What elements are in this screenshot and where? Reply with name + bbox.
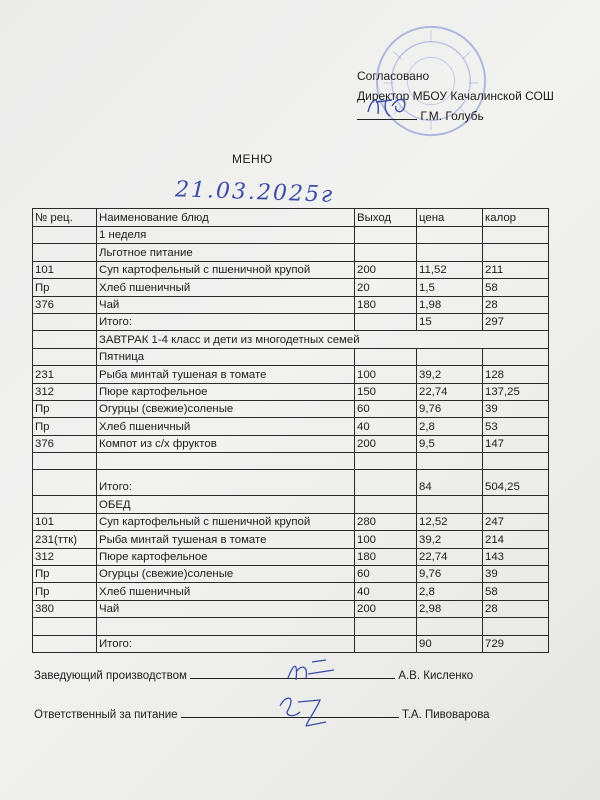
- responsible-name: Т.А. Пивоварова: [401, 709, 490, 721]
- cell-calories: [483, 496, 549, 513]
- cell-calories: 214: [483, 531, 549, 548]
- cell-output: 60: [355, 566, 417, 583]
- cell-calories: 297: [483, 313, 549, 330]
- cell-output: 40: [355, 418, 417, 435]
- cell-calories: 58: [483, 583, 549, 600]
- cell-dish-name: Компот из с/х фруктов: [97, 435, 355, 452]
- cell-price: 2,8: [417, 583, 483, 600]
- cell-price: [417, 618, 483, 635]
- table-row: [33, 470, 549, 496]
- cell-dish-name: Суп картофельный с пшеничной крупой: [97, 513, 355, 530]
- cell-calories: 147: [483, 435, 549, 452]
- table-row: [33, 531, 549, 548]
- cell-rec: Пр: [33, 583, 97, 600]
- manager-signature-row: [34, 667, 473, 682]
- responsible-signature-row: [34, 706, 490, 721]
- cell-dish-name: Пюре картофельное: [97, 383, 355, 400]
- cell-dish-name: Хлеб пшеничный: [97, 583, 355, 600]
- table-row: [33, 418, 549, 435]
- cell-rec: 101: [33, 261, 97, 278]
- cell-rec: [33, 618, 97, 635]
- cell-calories: 211: [483, 261, 549, 278]
- cell-price: [417, 496, 483, 513]
- responsible-signature: [270, 692, 336, 730]
- cell-calories: 143: [483, 548, 549, 565]
- manager-name: А.В. Кисленко: [398, 670, 474, 682]
- director-signature: [362, 92, 420, 120]
- table-row: [33, 453, 549, 470]
- cell-price: 84: [417, 470, 483, 496]
- cell-rec: 312: [33, 383, 97, 400]
- cell-output: [355, 618, 417, 635]
- cell-dish-name: Хлеб пшеничный: [97, 279, 355, 296]
- director-name: Г.М. Голубь: [420, 109, 484, 123]
- col-header-calories: калор: [483, 209, 549, 227]
- cell-rec: [33, 348, 97, 365]
- cell-rec: 101: [33, 513, 97, 530]
- cell-dish-name: Рыба минтай тушеная в томате: [97, 366, 355, 383]
- cell-calories: [483, 244, 549, 261]
- cell-output: [355, 453, 417, 470]
- cell-price: [417, 227, 483, 244]
- table-row: [33, 566, 549, 583]
- table-row: [33, 383, 549, 400]
- cell-rec: 376: [33, 296, 97, 313]
- cell-output: 100: [355, 531, 417, 548]
- cell-dish-name: Рыба минтай тушеная в томате: [97, 531, 355, 548]
- cell-calories: 28: [483, 600, 549, 617]
- cell-calories: 39: [483, 566, 549, 583]
- cell-rec: [33, 470, 97, 496]
- cell-price: 9,76: [417, 566, 483, 583]
- cell-rec: 376: [33, 435, 97, 452]
- cell-price: [417, 453, 483, 470]
- table-row: [33, 244, 549, 261]
- table-row: [33, 261, 549, 278]
- cell-dish-name: Итого:: [97, 313, 355, 330]
- table-row: [33, 331, 549, 348]
- cell-price: [417, 244, 483, 261]
- table-row: [33, 548, 549, 565]
- table-row: [33, 227, 549, 244]
- cell-price: 1,5: [417, 279, 483, 296]
- cell-price: 11,52: [417, 261, 483, 278]
- cell-rec: [33, 227, 97, 244]
- manager-signature: [282, 656, 342, 686]
- cell-output: 180: [355, 296, 417, 313]
- table-row: [33, 618, 549, 635]
- cell-output: 200: [355, 261, 417, 278]
- cell-price: 22,74: [417, 548, 483, 565]
- approval-director: Директор МБОУ Качалинской СОШ: [357, 89, 554, 103]
- menu-table: [32, 208, 549, 653]
- cell-output: 60: [355, 400, 417, 417]
- cell-calories: [483, 618, 549, 635]
- table-row: [33, 435, 549, 452]
- cell-price: 22,74: [417, 383, 483, 400]
- cell-rec: 312: [33, 548, 97, 565]
- cell-section-title: ЗАВТРАК 1-4 класс и дети из многодетных семей: [97, 331, 549, 348]
- cell-dish-name: ОБЕД: [97, 496, 355, 513]
- cell-calories: 39: [483, 400, 549, 417]
- cell-dish-name: Огурцы (свежие)соленые: [97, 566, 355, 583]
- cell-output: 180: [355, 548, 417, 565]
- cell-output: [355, 496, 417, 513]
- cell-rec: [33, 313, 97, 330]
- col-header-name: Наименование блюд: [97, 209, 355, 227]
- menu-date: 21.03.2025г: [174, 177, 335, 208]
- cell-dish-name: Огурцы (свежие)соленые: [97, 400, 355, 417]
- cell-price: 90: [417, 635, 483, 652]
- cell-price: 39,2: [417, 531, 483, 548]
- cell-dish-name: Чай: [97, 296, 355, 313]
- responsible-label: Ответственный за питание: [34, 709, 178, 721]
- cell-dish-name: [97, 453, 355, 470]
- cell-dish-name: Льготное питание: [97, 244, 355, 261]
- cell-rec: 380: [33, 600, 97, 617]
- cell-dish-name: 1 неделя: [97, 227, 355, 244]
- cell-dish-name: Чай: [97, 600, 355, 617]
- cell-dish-name: Итого:: [97, 470, 355, 496]
- cell-rec: [33, 244, 97, 261]
- table-row: [33, 366, 549, 383]
- cell-output: 20: [355, 279, 417, 296]
- menu-title: МЕНЮ: [232, 152, 273, 166]
- cell-calories: 58: [483, 279, 549, 296]
- cell-rec: 231(ттк): [33, 531, 97, 548]
- cell-dish-name: Пятница: [97, 348, 355, 365]
- cell-price: 2,8: [417, 418, 483, 435]
- table-row: [33, 635, 549, 652]
- table-row: [33, 496, 549, 513]
- cell-output: 100: [355, 366, 417, 383]
- cell-calories: 128: [483, 366, 549, 383]
- table-row: [33, 313, 549, 330]
- cell-output: 200: [355, 435, 417, 452]
- cell-calories: 247: [483, 513, 549, 530]
- cell-output: [355, 313, 417, 330]
- cell-output: 280: [355, 513, 417, 530]
- cell-dish-name: Хлеб пшеничный: [97, 418, 355, 435]
- table-row: [33, 583, 549, 600]
- cell-dish-name: Итого:: [97, 635, 355, 652]
- table-header-row: [33, 209, 549, 227]
- table-row: [33, 513, 549, 530]
- cell-output: [355, 635, 417, 652]
- cell-price: 9,76: [417, 400, 483, 417]
- cell-calories: [483, 227, 549, 244]
- cell-price: 15: [417, 313, 483, 330]
- cell-output: 150: [355, 383, 417, 400]
- cell-output: 200: [355, 600, 417, 617]
- col-header-rec: № рец.: [33, 209, 97, 227]
- cell-price: 1,98: [417, 296, 483, 313]
- manager-label: Заведующий производством: [34, 670, 187, 682]
- cell-rec: Пр: [33, 279, 97, 296]
- cell-price: 2,98: [417, 600, 483, 617]
- cell-price: 9,5: [417, 435, 483, 452]
- cell-calories: [483, 348, 549, 365]
- cell-calories: 137,25: [483, 383, 549, 400]
- cell-dish-name: [97, 618, 355, 635]
- cell-price: 39,2: [417, 366, 483, 383]
- col-header-price: цена: [417, 209, 483, 227]
- cell-output: [355, 244, 417, 261]
- cell-calories: 729: [483, 635, 549, 652]
- cell-price: 12,52: [417, 513, 483, 530]
- cell-rec: [33, 635, 97, 652]
- cell-dish-name: Суп картофельный с пшеничной крупой: [97, 261, 355, 278]
- cell-rec: [33, 331, 97, 348]
- cell-calories: 53: [483, 418, 549, 435]
- table-row: [33, 400, 549, 417]
- cell-rec: Пр: [33, 400, 97, 417]
- cell-calories: [483, 453, 549, 470]
- cell-output: [355, 470, 417, 496]
- cell-rec: Пр: [33, 566, 97, 583]
- menu-table-body: [33, 209, 549, 653]
- approval-title: Согласовано: [357, 69, 430, 83]
- cell-rec: Пр: [33, 418, 97, 435]
- cell-rec: 231: [33, 366, 97, 383]
- cell-price: [417, 348, 483, 365]
- cell-calories: 28: [483, 296, 549, 313]
- col-header-output: Выход: [355, 209, 417, 227]
- cell-calories: 504,25: [483, 470, 549, 496]
- table-row: [33, 348, 549, 365]
- cell-output: [355, 348, 417, 365]
- table-row: [33, 600, 549, 617]
- table-row: [33, 279, 549, 296]
- cell-output: 40: [355, 583, 417, 600]
- cell-output: [355, 227, 417, 244]
- cell-rec: [33, 496, 97, 513]
- cell-rec: [33, 453, 97, 470]
- cell-dish-name: Пюре картофельное: [97, 548, 355, 565]
- table-row: [33, 296, 549, 313]
